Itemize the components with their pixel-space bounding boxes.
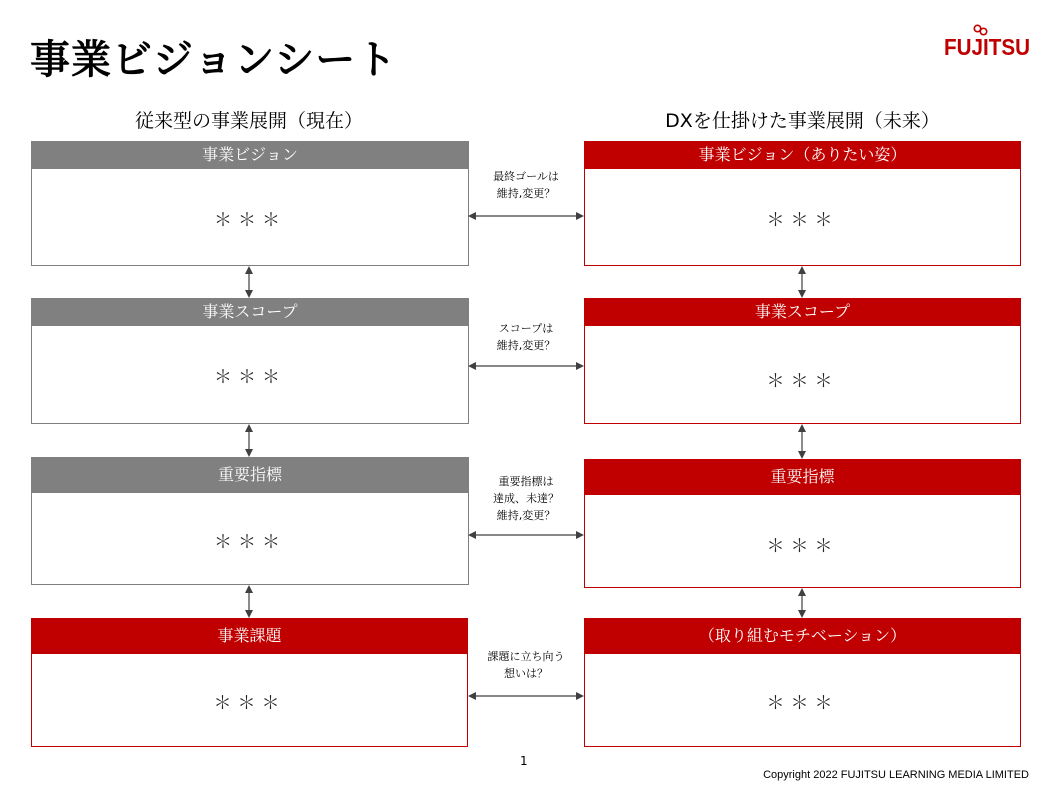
copyright-text: Copyright 2022 FUJITSU LEARNING MEDIA LIMITED bbox=[763, 769, 1029, 781]
box-header: 事業ビジョン bbox=[31, 141, 469, 169]
note-line: 重要指標は bbox=[498, 475, 554, 488]
box-body: ＊＊＊ bbox=[213, 693, 286, 714]
box-header: （取り組むモチベーション） bbox=[584, 618, 1021, 654]
box-body: ＊＊＊ bbox=[214, 367, 286, 388]
box-body: ＊＊＊ bbox=[766, 371, 839, 392]
note-line: 維持,変更？ bbox=[496, 509, 556, 522]
box-body: ＊＊＊ bbox=[766, 536, 839, 557]
box-header: 事業課題 bbox=[31, 618, 468, 654]
box-header: 重要指標 bbox=[584, 459, 1021, 495]
kpi-double-arrow bbox=[466, 528, 586, 542]
note-line: スコープは bbox=[498, 322, 554, 335]
current-scope-box bbox=[31, 298, 469, 424]
current-heading: 従来型の事業展開（現在） bbox=[134, 110, 363, 132]
vertical-double-arrow bbox=[795, 423, 809, 460]
future-heading: DXを仕掛けた事業展開（未来） bbox=[665, 110, 940, 132]
current-vision-box bbox=[31, 141, 469, 266]
fujitsu-logo bbox=[944, 24, 1032, 60]
note-line: 維持,変更？ bbox=[496, 339, 556, 352]
page-title: 事業ビジョンシート bbox=[30, 37, 398, 83]
issue-double-arrow bbox=[466, 689, 586, 703]
vertical-double-arrow bbox=[795, 265, 809, 299]
box-header: 事業スコープ bbox=[31, 298, 469, 326]
future-vision-box bbox=[584, 141, 1021, 266]
vertical-double-arrow bbox=[795, 587, 809, 619]
box-header: 重要指標 bbox=[31, 457, 469, 493]
svg-text:FUJITSU: FUJITSU bbox=[944, 34, 1030, 60]
box-body: ＊＊＊ bbox=[766, 210, 839, 231]
vision-double-arrow bbox=[466, 209, 586, 223]
future-motivation-box bbox=[584, 618, 1021, 747]
note-line: 最終ゴールは bbox=[493, 170, 559, 183]
note-line: 課題に立ち向う bbox=[487, 650, 565, 663]
vision-note bbox=[471, 168, 581, 202]
page-number: 1 bbox=[520, 754, 528, 768]
vertical-double-arrow bbox=[242, 423, 256, 458]
kpi-note bbox=[471, 473, 581, 524]
box-header: 事業スコープ bbox=[584, 298, 1021, 326]
note-line: 維持,変更？ bbox=[496, 187, 556, 200]
vertical-double-arrow bbox=[242, 584, 256, 619]
vertical-double-arrow bbox=[242, 265, 256, 299]
box-header: 事業ビジョン（ありたい姿） bbox=[584, 141, 1021, 169]
future-kpi-box bbox=[584, 459, 1021, 588]
box-body: ＊＊＊ bbox=[766, 693, 839, 714]
box-body: ＊＊＊ bbox=[214, 210, 286, 231]
box-body: ＊＊＊ bbox=[214, 532, 286, 553]
current-issue-box bbox=[31, 618, 468, 747]
note-line: 達成、未達？ bbox=[493, 492, 559, 505]
issue-note bbox=[471, 648, 581, 682]
current-kpi-box bbox=[31, 457, 469, 585]
scope-note bbox=[471, 320, 581, 354]
future-scope-box bbox=[584, 298, 1021, 424]
note-line: 想いは？ bbox=[504, 667, 548, 680]
scope-double-arrow bbox=[466, 359, 586, 373]
